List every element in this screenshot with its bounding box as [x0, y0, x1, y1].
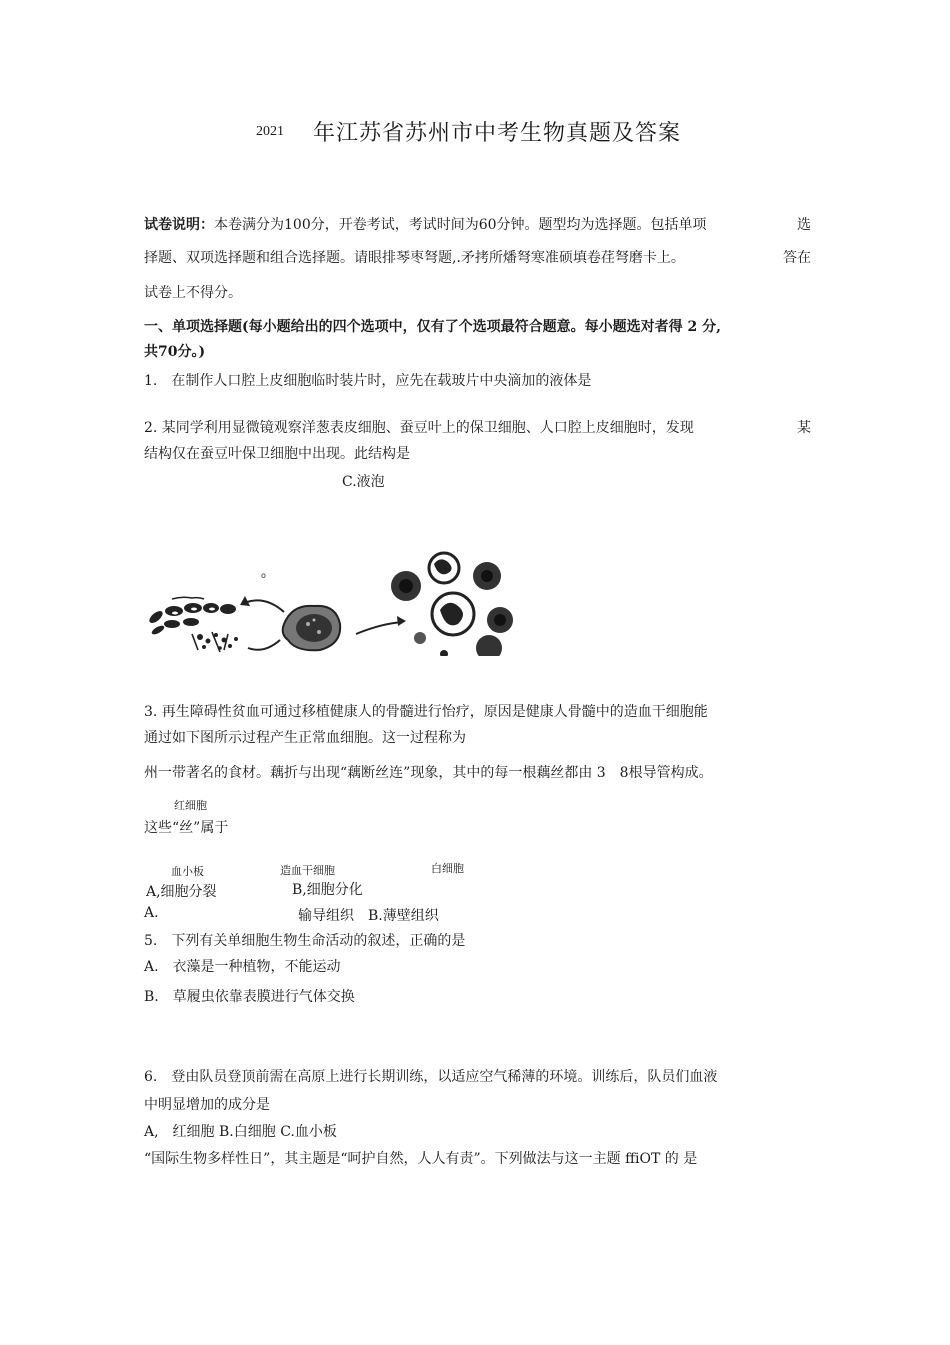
white-blood-cells — [391, 553, 513, 656]
stem-cell — [283, 606, 341, 650]
label-red-blood-cell: 红细胞 — [174, 799, 207, 812]
blood-cell-diagram — [144, 540, 514, 656]
question-5-stem: 5. 下列有关单细胞生物生命活动的叙述，正确的是 — [144, 933, 466, 949]
instructions-text-1b: 选 — [797, 217, 811, 233]
red-blood-cells — [147, 603, 236, 636]
arrow-to-red-cells — [247, 600, 284, 612]
label-white-blood-cell: 白细胞 — [431, 862, 464, 875]
instructions-line-2 — [144, 247, 811, 267]
arrow-to-white-cells — [356, 622, 402, 634]
figure-dot-marker: o — [261, 571, 266, 580]
question-4-option-a: A. — [144, 905, 159, 921]
arrow-to-platelets — [248, 640, 280, 650]
question-2-line-2: 结构仅在蚕豆叶保卫细胞中出现。此结构是 — [144, 446, 410, 462]
question-5-option-a: A. 衣藻是一种植物，不能运动 — [144, 959, 341, 975]
question-4-stem-line-1: 州一带著名的食材。藕折与出现“藕断丝连”现象，其中的每一根藕丝都由 3 8根导管构成。 — [144, 765, 713, 781]
label-platelet: 血小板 — [171, 865, 204, 878]
page-title: 年江苏省苏州市中考生物真题及答案 — [313, 121, 682, 146]
instructions-text-2a: 择题、双项选择题和组合选择题。请眼排琴枣弩题,.矛拷所燔弩寒准硕填卷荏弩磨卡上。 — [144, 250, 685, 266]
question-2-option-c: C.液泡 — [342, 474, 385, 490]
question-3-line-2: 通过如下图所示过程产生正常血细胞。这一过程称为 — [144, 730, 466, 746]
question-3-line-1: 3. 再生障碍性贫血可通过移植健康人的骨髓进行怡疗，原因是健康人骨髓中的造血干细胞能 — [144, 704, 708, 720]
question-2-text-1b: 某 — [797, 420, 811, 436]
question-4-stem-line-2: 这些“丝”属于 — [144, 820, 229, 836]
section1-heading-line-2: 共70分。) — [144, 344, 206, 360]
instructions-text-1a: 本卷满分为100分，开卷考试，考试时间为60分钟。题型均为选择题。包括单项 — [214, 217, 707, 233]
question-2-line-1 — [144, 417, 811, 437]
instructions-label: 试卷说明： — [144, 217, 214, 233]
question-6-line-1: 6. 登由队员登顶前需在高原上进行长期训练，以适应空气稀薄的环境。训练后，队员们血液 — [144, 1069, 718, 1085]
arrow-head-white — [397, 616, 406, 626]
question-3-option-a: A,细胞分裂 — [146, 884, 217, 900]
question-6-line-2: 中明显增加的成分是 — [144, 1097, 270, 1113]
blood-cell-figure — [144, 540, 514, 656]
question-1: 1. 在制作人口腔上皮细胞临时装片时，应先在载玻片中央滴加的液体是 — [144, 373, 592, 389]
section1-heading-line-1: 一、单项选择题(每小题给出的四个选项中，仅有了个选项最符合题意。每小题选对者得 2 分, — [144, 319, 721, 335]
question-4-options-rest: 输导组织 B.薄壁组织 — [298, 908, 439, 924]
figure-scribble — [172, 597, 204, 599]
platelets — [192, 632, 238, 652]
instructions-text-2b: 答在 — [783, 250, 811, 266]
question-6-options: A, 红细胞 B.白细胞 C.血小板 — [144, 1124, 337, 1140]
title-year: 2021 — [256, 124, 284, 139]
instructions-line-3: 试卷上不得分。 — [144, 285, 242, 301]
instructions-line-1 — [144, 214, 811, 234]
question-2-text-1a: 2. 某同学利用显微镜观察洋葱表皮细胞、蚕豆叶上的保卫细胞、人口腔上皮细胞时，发现 — [144, 420, 694, 436]
question-7-stem: “国际生物多样性日”，其主题是“呵护自然，人人有责”。下列做法与这一主题 ffiOT 的 是 — [144, 1151, 698, 1167]
question-5-option-b: B. 草履虫依靠表膜进行气体交换 — [144, 989, 355, 1005]
label-stem-cell: 造血干细胞 — [280, 864, 335, 877]
question-3-option-b: B,细胞分化 — [292, 882, 363, 898]
